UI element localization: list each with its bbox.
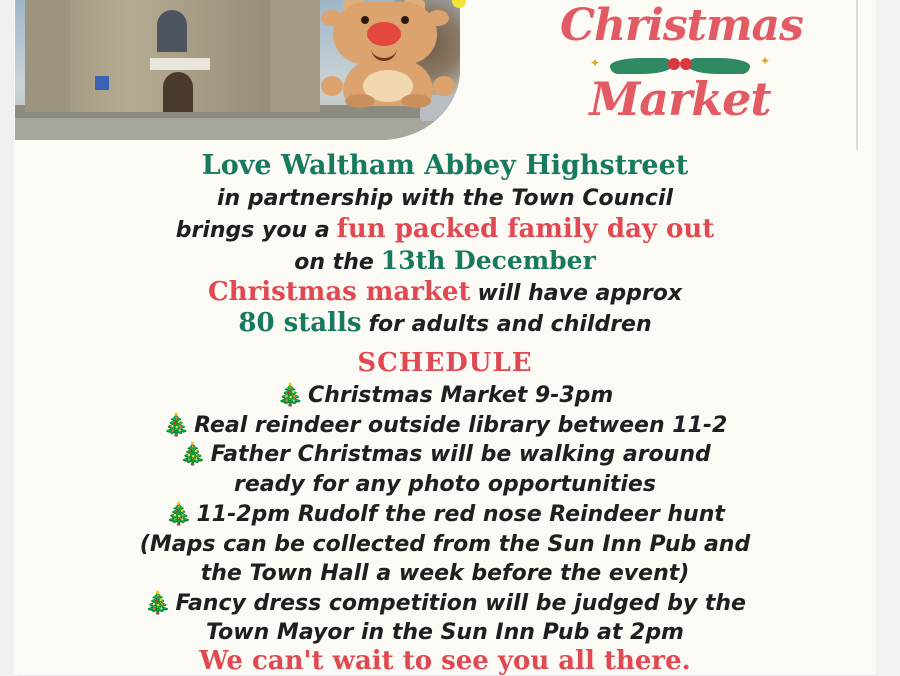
tower-buttress-left [25,0,70,112]
brings-highlight: fun packed family day out [336,214,715,244]
brings-prefix: brings you a [175,218,330,243]
stalls-suffix: for adults and children [368,312,652,337]
deer-foot-right [401,94,431,108]
christmas-market-logo [560,0,803,140]
schedule-item-text: Real reindeer outside library between 11-2 [194,413,728,438]
abbey-photo [15,0,460,140]
date-line [14,246,876,275]
schedule-item [14,502,876,527]
sparkle-icon: ✦ [590,56,601,70]
market-suffix: will have approx [477,281,683,306]
schedule-item [14,591,876,616]
tower-sign [150,58,210,70]
deer-arm-left [321,76,343,96]
blue-notice [95,76,109,90]
schedule-item-text: Fancy dress competition will be judged by the [175,591,746,616]
photo-pavement [15,118,460,140]
schedule-heading: SCHEDULE [357,348,533,378]
brings-line [14,214,876,244]
christmas-tree-icon: 🎄 [165,502,193,527]
schedule-item-continued: ready for any photo opportunities [234,472,656,497]
abbey-tower [65,0,280,112]
christmas-tree-icon: 🎄 [276,383,305,408]
schedule-item-continued: Town Mayor in the Sun Inn Pub at 2pm [206,620,684,645]
organiser-title: Love Waltham Abbey Highstreet [201,150,689,181]
christmas-tree-icon: 🎄 [179,442,207,467]
market-highlight: Christmas market [207,277,471,307]
market-line [14,277,876,307]
scan-left-margin [0,0,14,675]
schedule-item [14,383,876,408]
tower-buttress-right [270,0,320,112]
date-prefix: on the [294,250,374,275]
holly-berry [680,58,692,70]
closing-message: We can't wait to see you all there. [199,646,691,676]
christmas-tree-icon: 🎄 [162,413,191,438]
schedule-item-continued: (Maps can be collected from the Sun Inn Pub and [139,532,751,557]
christmas-tree-icon: 🎄 [144,591,172,616]
deer-eye-right [401,16,409,24]
logo-word-market: Market [589,72,771,126]
deer-red-nose [367,22,401,46]
logo-word-christmas: Christmas [560,0,803,51]
schedule-item [14,413,876,438]
stalls-line [14,308,876,338]
tower-door [163,72,193,112]
scan-divider-line [856,0,858,150]
holly-berry [668,58,680,70]
deer-foot-left [345,94,375,108]
partnership-line: in partnership with the Town Council [216,186,674,211]
scan-right-margin [876,0,900,675]
reindeer-mascot-icon [315,0,460,110]
schedule-item-text: Father Christmas will be walking around [210,442,711,467]
tower-window [157,10,187,52]
stalls-highlight: 80 stalls [238,308,362,338]
schedule-item-text: Christmas Market 9-3pm [308,383,614,408]
deer-arm-right [433,76,455,96]
sparkle-icon: ✦ [760,54,771,68]
schedule-item [14,442,876,467]
deer-eye-left [361,16,369,24]
schedule-item-continued: the Town Hall a week before the event) [200,561,690,586]
event-date: 13th December [380,246,596,275]
schedule-item-text: 11-2pm Rudolf the red nose Reindeer hunt [196,502,725,527]
